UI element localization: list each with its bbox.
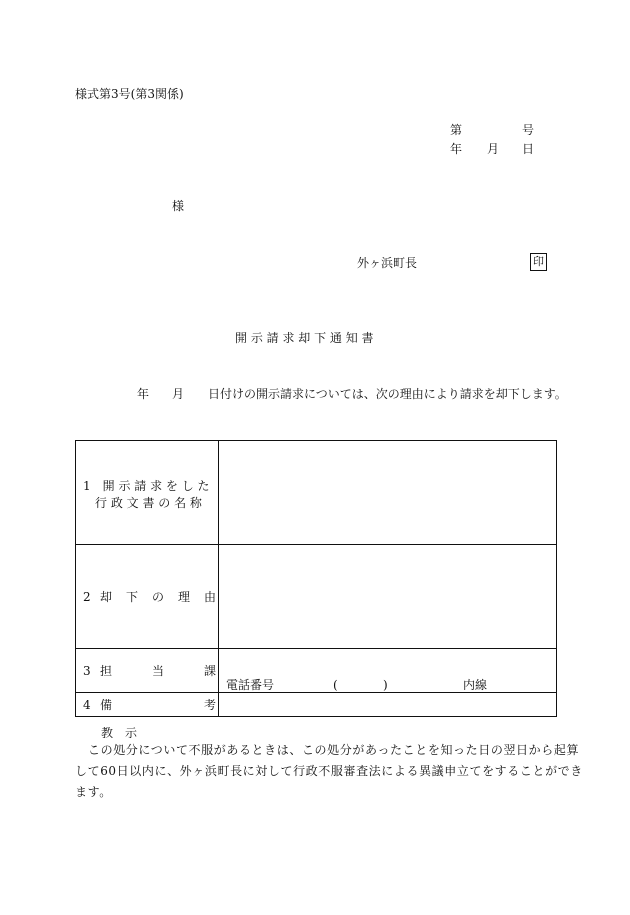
value-department[interactable] — [219, 649, 557, 693]
form-number: 様式第3号(第3関係) — [75, 87, 184, 101]
date-day: 日 — [522, 142, 535, 156]
instruction-body — [75, 740, 583, 803]
ref-go: 号 — [522, 123, 535, 137]
value-remarks[interactable] — [219, 693, 557, 717]
label-department-num: 3 — [83, 664, 91, 678]
table-row-document-name — [76, 441, 557, 545]
body-text: 日付けの開示請求については、次の理由により請求を却下します。 — [208, 387, 567, 401]
label-reason — [76, 545, 219, 649]
ref-dai: 第 — [450, 123, 463, 137]
label-reason-num: 2 — [83, 590, 91, 604]
phone-paren-close: ) — [383, 678, 388, 692]
date-month: 月 — [487, 142, 500, 156]
instruction-heading: 教 示 — [101, 726, 138, 740]
label-document-name-line1: 1 開 示 請 求 を し た — [83, 479, 210, 493]
label-remarks-num: 4 — [83, 698, 91, 712]
body-month: 月 — [172, 387, 185, 401]
phone-paren-open: ( — [333, 678, 338, 692]
label-remarks — [76, 693, 219, 717]
instruction-line1: この処分について不服があるときは、この処分があったことを知った日の翌日から起算 — [88, 743, 580, 757]
table-row-department — [76, 649, 557, 693]
issuer-name: 外ヶ浜町長 — [357, 256, 418, 270]
phone-label: 電話番号 — [226, 678, 275, 692]
label-reason-c4: 理 — [178, 590, 191, 604]
label-department-c3: 課 — [204, 664, 217, 678]
document-title: 開 示 請 求 却 下 通 知 書 — [235, 331, 374, 345]
form-table — [75, 440, 557, 717]
label-reason-c2: 下 — [126, 590, 139, 604]
label-department — [76, 649, 219, 693]
label-remarks-c1: 備 — [100, 698, 113, 712]
label-remarks-c2: 考 — [204, 698, 217, 712]
label-reason-c3: の — [152, 590, 165, 604]
label-department-c2: 当 — [152, 664, 165, 678]
body-year: 年 — [137, 387, 150, 401]
date-year: 年 — [450, 142, 463, 156]
extension-label: 内線 — [463, 678, 488, 692]
label-document-name — [76, 441, 219, 545]
label-reason-c5: 由 — [204, 590, 217, 604]
value-reason[interactable] — [219, 545, 557, 649]
label-document-name-line2: 行 政 文 書 の 名 称 — [95, 496, 202, 510]
instruction-line3: ます。 — [75, 785, 112, 799]
label-reason-c1: 却 — [100, 590, 113, 604]
seal-mark: 印 — [530, 253, 547, 271]
label-department-c1: 担 — [100, 664, 113, 678]
table-row-remarks — [76, 693, 557, 717]
instruction-line2: して60日以内に、外ヶ浜町長に対して行政不服審査法による異議申立てをすることができ — [75, 764, 583, 778]
addressee-sama: 様 — [172, 199, 185, 213]
table-row-reason — [76, 545, 557, 649]
value-document-name[interactable] — [219, 441, 557, 545]
